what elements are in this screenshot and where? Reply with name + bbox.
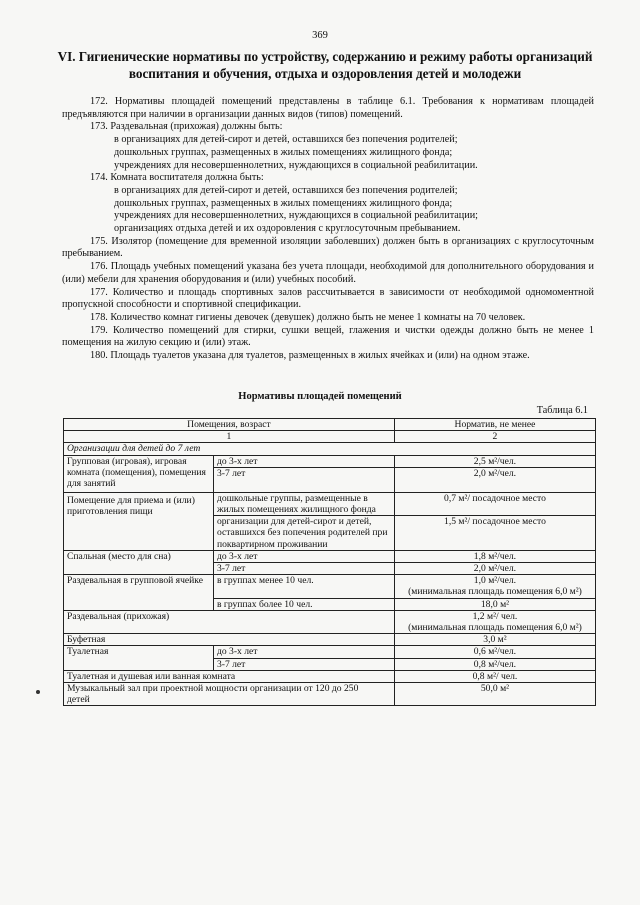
document-body — [62, 96, 594, 363]
norm-value: 1,2 м²/ чел. — [472, 610, 518, 622]
norm-cell — [394, 575, 595, 598]
room-cell: Групповая (игровая), игровая комната (помещения), помещения для занятий — [64, 455, 214, 492]
margin-dot — [36, 690, 40, 694]
norm-note: (минимальная площадь помещения 6,0 м²) — [408, 586, 582, 598]
norm-cell — [394, 610, 595, 633]
column-number: 1 — [64, 431, 395, 443]
list-item: учреждениях для несовершеннолетних, нуждающихся в социальной реабилитации. — [114, 159, 478, 171]
table-caption: Нормативы площадей помещений — [238, 391, 402, 402]
room-cell — [64, 683, 395, 706]
list-item: в организациях для детей-сирот и детей, оставшихся без попечения родителей; — [114, 134, 458, 146]
list-item: в организациях для детей-сирот и детей, оставшихся без попечения родителей; — [114, 184, 458, 196]
column-header: Норматив, не менее — [394, 419, 595, 431]
table-label: Таблица 6.1 — [536, 405, 588, 416]
age-cell: до 3-х лет — [213, 550, 394, 562]
norm-cell: 18,0 м² — [394, 598, 595, 610]
norm-cell: 50,0 м² — [394, 683, 595, 706]
room-cell: Помещение для приема и (или) приготовления пищи — [64, 492, 214, 550]
paragraph-176: 176. Площадь учебных помещений указана без учета площади, необходимой для дополнительного оборудования и (или) мебели для хранения оборудования и (или) учебных пособий. — [62, 261, 594, 285]
table-row — [64, 683, 596, 706]
table-row — [64, 670, 596, 682]
table-row — [64, 550, 596, 562]
paragraph-172: 172. Нормативы площадей помещений представлены в таблице 6.1. Требования к нормативам площадей предъявляются при наличии в организации данных видов (типов) помещений. — [62, 96, 594, 120]
table-row — [64, 575, 596, 598]
list-item: дошкольных группах, размещенных в жилых помещениях жилищного фонда; — [114, 197, 453, 209]
page-number: 369 — [312, 30, 328, 41]
norm-cell: 1,5 м²/ посадочное место — [394, 516, 595, 551]
norm-value: 1,0 м²/чел. — [473, 575, 517, 587]
room-cell: Раздевальная (прихожая) — [64, 610, 395, 633]
section-label: Организации для детей до 7 лет — [64, 443, 596, 455]
paragraph-173: 173. Раздевальная (прихожая) должны быть: — [90, 121, 283, 133]
type-cell: дошкольные группы, размещенные в жилых помещениях жилищного фонда — [213, 492, 394, 515]
age-cell: до 3-х лет — [213, 455, 394, 467]
paragraph-178: 178. Количество комнат гигиены девочек (девушек) должно быть не менее 1 комнаты на 70 человек. — [90, 311, 526, 323]
group-cell: в группах более 10 чел. — [213, 598, 394, 610]
age-cell: 3-7 лет — [213, 563, 394, 575]
type-cell: организации для детей-сирот и детей, оставшихся без попечения родителей при поквартирном проживании — [213, 516, 394, 551]
list-item: учреждениях для несовершеннолетних, нуждающихся в социальной реабилитации; — [114, 210, 478, 222]
paragraph-175: 175. Изолятор (помещение для временной изоляции заболевших) должен быть в организациях с круглосуточным пребыванием. — [62, 235, 594, 260]
paragraph-179: 179. Количество помещений для стирки, сушки вещей, глажения и чистки одежды должно быть не менее 1 помещения на жилую секцию и (или) этаж. — [62, 324, 594, 349]
paragraph-174: 174. Комната воспитателя должна быть: — [90, 172, 264, 184]
room-name: Музыкальный зал при проектной мощности организации от 120 до 250 детей — [67, 683, 359, 706]
norm-cell: 0,8 м²/чел. — [394, 658, 595, 670]
age-cell: 3-7 лет — [213, 658, 394, 670]
paragraph-177: 177. Количество и площадь спортивных залов рассчитывается в зависимости от необходимой одномоментной пропускной способности и спортивной спецификации. — [62, 286, 594, 311]
table-row — [64, 634, 596, 646]
table-number-row — [64, 431, 596, 443]
norm-cell: 2,5 м²/чел. — [394, 455, 595, 467]
table-row — [64, 646, 596, 658]
column-header: Помещения, возраст — [64, 419, 395, 431]
norm-cell: 0,6 м²/чел. — [394, 646, 595, 658]
room-cell: Спальная (место для сна) — [64, 550, 214, 574]
age-cell: до 3-х лет — [213, 646, 394, 658]
norm-cell: 3,0 м² — [394, 634, 595, 646]
section-row — [64, 443, 596, 455]
group-cell: в группах менее 10 чел. — [213, 575, 394, 598]
paragraph-180: 180. Площадь туалетов указана для туалетов, размещенных в жилых ячейках и (или) на одном этаже. — [90, 350, 530, 362]
norm-note: (минимальная площадь помещения 6,0 м²) — [408, 622, 582, 634]
age-cell: 3-7 лет — [213, 467, 394, 492]
column-number: 2 — [394, 431, 595, 443]
list-item: организациях отдыха детей и их оздоровления с круглосуточным пребыванием. — [114, 223, 461, 235]
table-header-row — [64, 419, 596, 431]
room-cell: Буфетная — [64, 634, 395, 646]
table-row — [64, 492, 596, 515]
norms-table — [63, 418, 596, 706]
table-row — [64, 455, 596, 467]
norm-cell: 1,8 м²/чел. — [394, 550, 595, 562]
list-item: дошкольных группах, размещенных в жилых помещениях жилищного фонда; — [114, 146, 453, 158]
room-cell: Туалетная и душевая или ванная комната — [64, 670, 395, 682]
room-cell: Раздевальная в групповой ячейке — [64, 575, 214, 611]
section-title: VI. Гигиенические нормативы по устройству, содержанию и режиму работы организаций воспитания и обучения, отдыха и оздоровления детей и молодежи — [57, 49, 593, 81]
norm-cell: 2,0 м²/чел. — [394, 467, 595, 492]
table-row — [64, 610, 596, 633]
norm-cell: 0,7 м²/ посадочное место — [394, 492, 595, 515]
norm-cell: 2,0 м²/чел. — [394, 563, 595, 575]
room-cell: Туалетная — [64, 646, 214, 670]
norm-cell: 0,8 м²/ чел. — [394, 670, 595, 682]
